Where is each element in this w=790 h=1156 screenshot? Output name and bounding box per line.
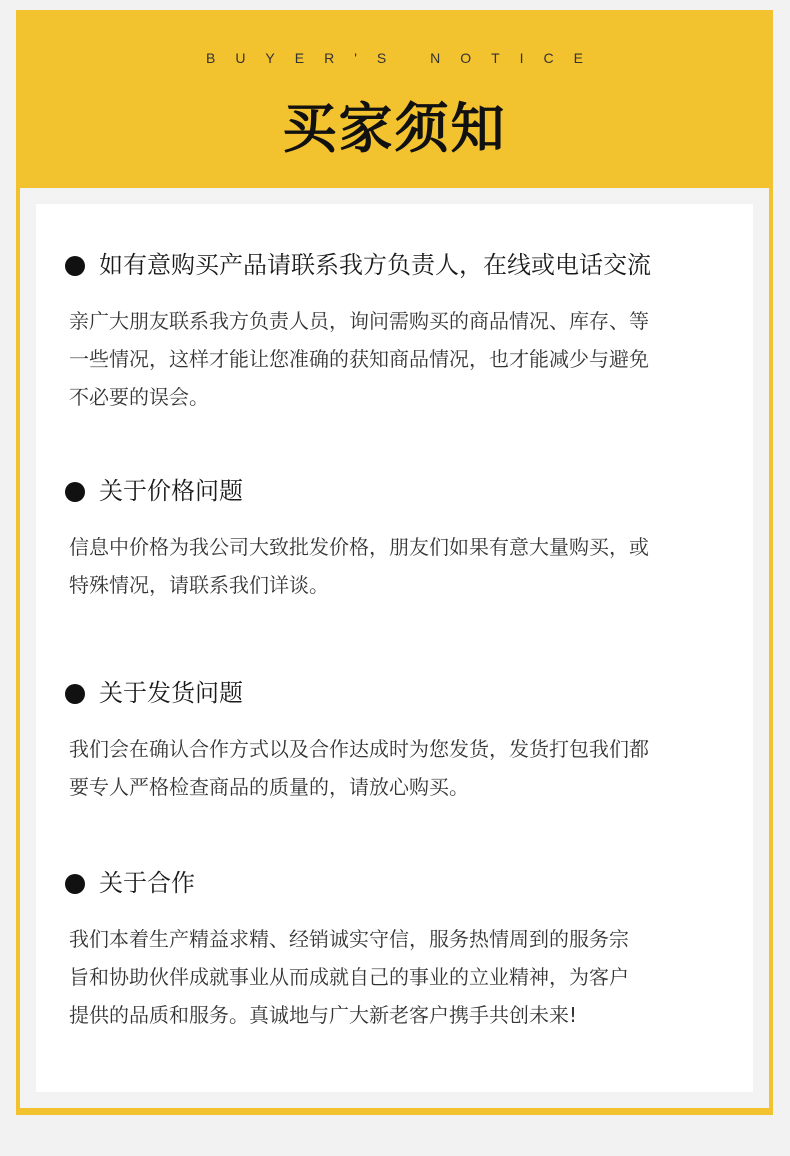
- bullet-dot-icon: [65, 684, 85, 704]
- bullet-dot-icon: [65, 256, 85, 276]
- bullet-dot-icon: [65, 874, 85, 894]
- notice-section-cooperation: [65, 865, 725, 1027]
- notice-header: [16, 10, 773, 188]
- section-title: 关于价格问题: [99, 477, 243, 505]
- section-title: 如有意购买产品请联系我方负责人，在线或电话交流: [99, 251, 651, 279]
- section-body: 信息中价格为我公司大致批发价格，朋友们如果有意大量购买，或 特殊情况，请联系我们详谈。: [69, 535, 649, 597]
- bullet-dot-icon: [65, 482, 85, 502]
- page-title: 买家须知: [282, 97, 507, 160]
- section-heading: [65, 675, 725, 711]
- header-subtitle: BUYER'S NOTICE: [205, 50, 604, 66]
- notice-section-shipping: [65, 675, 725, 799]
- notice-card: [36, 204, 753, 1092]
- notice-panel: [20, 188, 769, 1108]
- section-heading: [65, 247, 725, 283]
- notice-frame: [16, 10, 773, 1115]
- section-body: 亲广大朋友联系我方负责人员，询问需购买的商品情况、库存、等 一些情况，这样才能让您准确的获知商品情况，也才能减少与避免 不必要的误会。: [69, 309, 649, 409]
- section-body: 我们会在确认合作方式以及合作达成时为您发货，发货打包我们都 要专人严格检查商品的质量的，请放心购买。: [69, 737, 649, 799]
- notice-section-contact: [65, 247, 725, 409]
- section-body: 我们本着生产精益求精、经销诚实守信，服务热情周到的服务宗 旨和协助伙伴成就事业从而成就自己的事业的立业精神，为客户 提供的品质和服务。真诚地与广大新老客户携手共创未来!: [69, 927, 629, 1027]
- section-heading: [65, 865, 725, 901]
- section-heading: [65, 473, 725, 509]
- section-title: 关于发货问题: [99, 679, 243, 707]
- section-title: 关于合作: [99, 869, 195, 897]
- notice-section-price: [65, 473, 725, 597]
